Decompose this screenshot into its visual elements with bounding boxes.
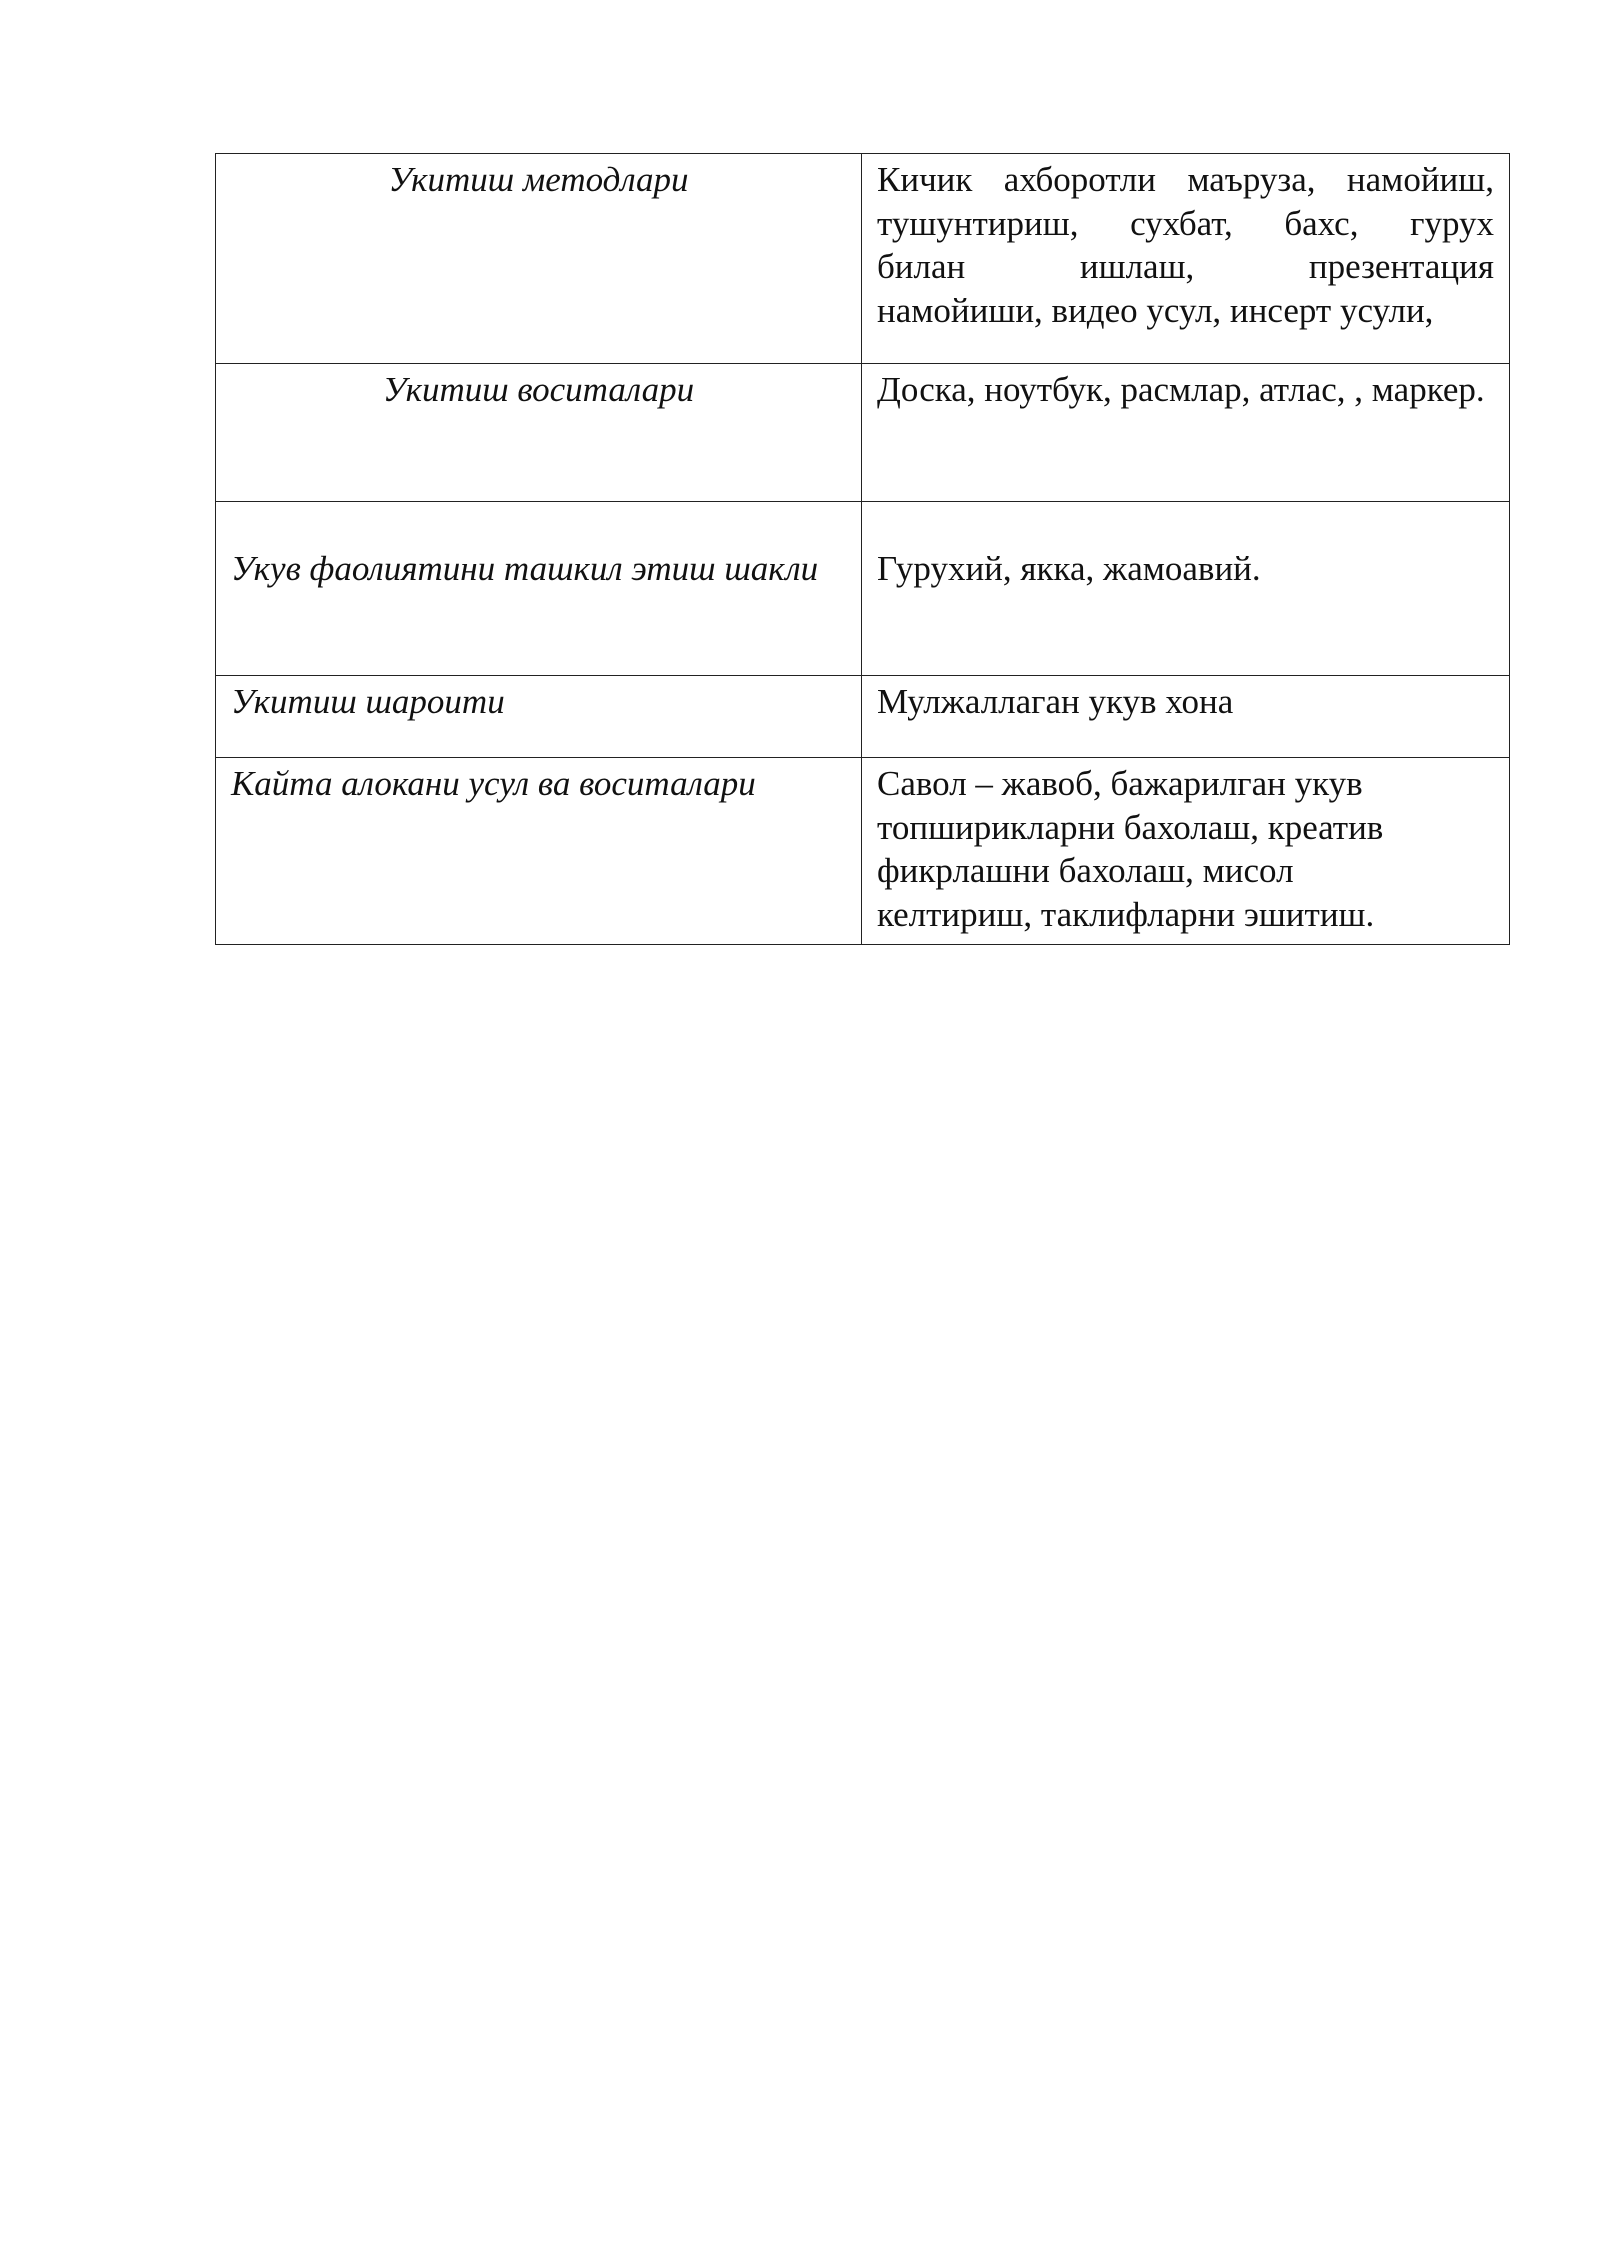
- activity-form-label-text: Укув фаолиятини ташкил этиш шакли: [231, 549, 819, 588]
- teaching-methods-line-3: билан ишлаш, презентация: [877, 247, 1494, 286]
- teaching-conditions-value-text: Мулжаллаган укув хона: [877, 682, 1234, 721]
- table-row-activity-form: [216, 502, 1510, 676]
- teaching-methods-line-2: тушунтириш, сухбат, бахс, гурух: [877, 203, 1494, 243]
- activity-form-value: [862, 502, 1510, 676]
- feedback-line-1: Савол – жавоб, бажарилган укув: [877, 764, 1363, 803]
- teaching-methods-value: [862, 154, 1510, 364]
- teaching-conditions-value: [862, 676, 1510, 758]
- table-row-teaching-conditions: [216, 676, 1510, 758]
- feedback-label: [216, 758, 862, 945]
- teaching-conditions-label-text: Укитиш шароити: [231, 682, 505, 721]
- teaching-methods-label-text: Укитиш методлари: [388, 160, 689, 199]
- table-row-teaching-tools: [216, 364, 1510, 502]
- feedback-line-3: фикрлашни бахолаш, мисол: [877, 851, 1294, 890]
- lesson-info-table: [215, 153, 1510, 945]
- feedback-line-2: топширикларни бахолаш, креатив: [877, 807, 1384, 847]
- teaching-tools-value: [862, 364, 1510, 502]
- teaching-methods-label: [216, 154, 862, 364]
- activity-form-value-text: Гурухий, якка, жамоавий.: [877, 549, 1261, 588]
- teaching-methods-line-4: намойиши, видео усул, инсерт усули,: [877, 290, 1434, 330]
- teaching-tools-value-text: Доска, ноутбук, расмлар, атлас, , маркер.: [877, 370, 1485, 409]
- teaching-methods-line-1: Кичик ахборотли маъруза, намойиш,: [877, 160, 1494, 199]
- table-row-teaching-methods: [216, 154, 1510, 364]
- feedback-line-4: келтириш, таклифларни эшитиш.: [877, 894, 1375, 934]
- activity-form-label: [216, 502, 862, 676]
- teaching-tools-label: [216, 364, 862, 502]
- teaching-conditions-label: [216, 676, 862, 758]
- teaching-tools-label-text: Укитиш воситалари: [382, 370, 695, 409]
- table-row-feedback: [216, 758, 1510, 945]
- feedback-value: [862, 758, 1510, 945]
- feedback-label-text: Кайта алокани усул ва воситалари: [231, 764, 756, 803]
